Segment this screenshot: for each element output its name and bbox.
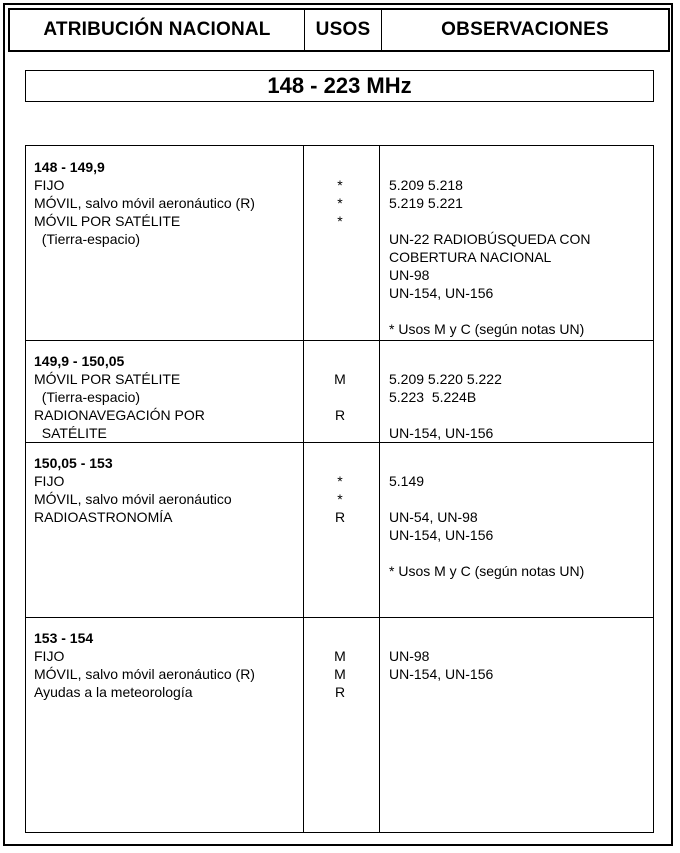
observations-cell: [389, 629, 493, 683]
use-code: [320, 158, 360, 176]
row-divider: [26, 442, 653, 443]
allocation-service: FIJO: [34, 648, 65, 664]
observation-note: 5.209 5.218: [389, 177, 463, 193]
table-header: [8, 8, 670, 52]
allocation-cell: [34, 158, 255, 248]
column-divider: [303, 146, 304, 832]
use-code: *: [337, 195, 343, 211]
use-code: [320, 388, 360, 406]
column-divider: [379, 146, 380, 832]
use-code: [320, 248, 360, 266]
observation-note: * Usos M y C (según notas UN): [389, 563, 585, 579]
use-code: M: [334, 371, 346, 387]
use-code: [320, 629, 360, 647]
observation-note: COBERTURA NACIONAL: [389, 249, 552, 265]
use-code: [320, 424, 360, 442]
use-code: *: [337, 491, 343, 507]
use-code: R: [334, 509, 346, 525]
use-code: *: [337, 473, 343, 489]
allocation-service: Ayudas a la meteorología: [34, 684, 193, 700]
band-range: 149,9 - 150,05: [34, 353, 125, 369]
observation-note: [389, 406, 502, 424]
observation-note: [389, 302, 590, 320]
allocation-service: MÓVIL, salvo móvil aeronáutico (R): [34, 666, 255, 682]
observation-note: UN-154, UN-156: [389, 527, 494, 543]
use-code: *: [337, 213, 343, 229]
band-range: 150,05 - 153: [34, 455, 113, 471]
header-observaciones: OBSERVACIONES: [441, 19, 609, 40]
uses-cell: [320, 629, 360, 701]
observation-note: UN-154, UN-156: [389, 285, 494, 301]
use-code: [320, 320, 360, 338]
observation-note: [389, 158, 590, 176]
observation-note: UN-22 RADIOBÚSQUEDA CON: [389, 231, 591, 247]
observation-note: [389, 544, 584, 562]
allocation-service: FIJO: [34, 177, 65, 193]
observations-cell: [389, 352, 502, 442]
use-code: R: [334, 684, 346, 700]
band-range: 148 - 149,9: [34, 159, 105, 175]
allocation-cell: [34, 629, 255, 701]
observation-note: UN-98: [389, 267, 430, 283]
observation-note: 5.223 5.224B: [389, 389, 477, 405]
uses-cell: [320, 158, 360, 338]
allocation-service: MÓVIL, salvo móvil aeronáutico (R): [34, 195, 255, 211]
allocation-service: FIJO: [34, 473, 65, 489]
observation-note: UN-154, UN-156: [389, 666, 494, 682]
use-code: [320, 454, 360, 472]
allocation-service: (Tierra-espacio): [34, 389, 141, 405]
observation-note: 5.149: [389, 473, 425, 489]
uses-cell: [320, 352, 360, 442]
observation-note: UN-154, UN-156: [389, 425, 494, 441]
allocation-table: [25, 145, 654, 833]
allocation-service: (Tierra-espacio): [34, 231, 141, 247]
allocation-service: MÓVIL POR SATÉLITE: [34, 213, 181, 229]
observations-cell: [389, 454, 584, 580]
allocation-service: RADIOASTRONOMÍA: [34, 509, 173, 525]
use-code: [320, 284, 360, 302]
use-code: R: [334, 407, 346, 423]
header-atribucion: ATRIBUCIÓN NACIONAL: [10, 10, 305, 50]
observation-note: * Usos M y C (según notas UN): [389, 321, 585, 337]
use-code: *: [337, 177, 343, 193]
row-divider: [26, 617, 653, 618]
allocation-service: SATÉLITE: [34, 425, 107, 441]
band-range: 153 - 154: [34, 630, 94, 646]
observation-note: UN-98: [389, 648, 430, 664]
use-code: [320, 230, 360, 248]
observation-note: UN-54, UN-98: [389, 509, 478, 525]
row-divider: [26, 340, 653, 341]
observations-cell: [389, 158, 590, 338]
use-code: [320, 266, 360, 284]
allocation-service: MÓVIL POR SATÉLITE: [34, 371, 181, 387]
observation-note: [389, 212, 590, 230]
use-code: M: [334, 666, 346, 682]
allocation-service: MÓVIL, salvo móvil aeronáutico: [34, 491, 232, 507]
observation-note: 5.219 5.221: [389, 195, 463, 211]
header-usos: USOS: [305, 10, 382, 50]
band-title: 148 - 223 MHz: [25, 70, 654, 102]
observation-note: [389, 629, 493, 647]
use-code: M: [334, 648, 346, 664]
allocation-service: RADIONAVEGACIÓN POR: [34, 407, 205, 423]
observation-note: [389, 352, 502, 370]
allocation-cell: [34, 352, 205, 442]
uses-cell: [320, 454, 360, 526]
use-code: [320, 352, 360, 370]
allocation-cell: [34, 454, 232, 526]
observation-note: [389, 454, 584, 472]
observation-note: 5.209 5.220 5.222: [389, 371, 502, 387]
use-code: [320, 302, 360, 320]
observation-note: [389, 490, 584, 508]
